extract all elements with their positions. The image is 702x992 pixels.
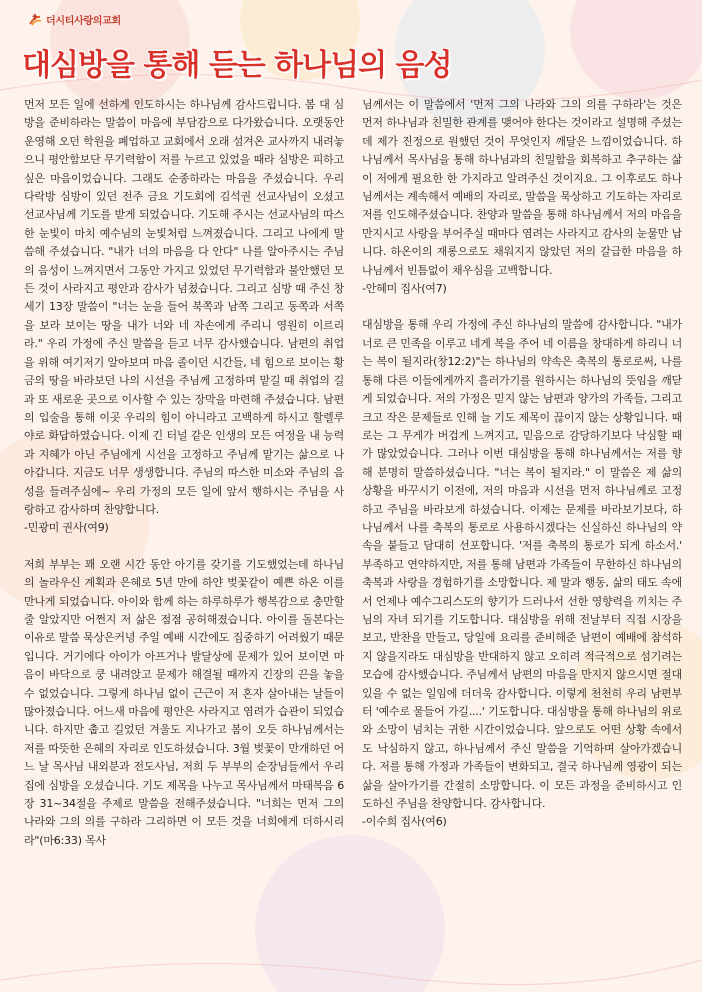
article-columns <box>24 96 682 980</box>
testimony-signature: -이수희 집사(여6) <box>362 815 447 829</box>
section-gap <box>362 298 682 316</box>
testimony-signature: -안혜미 집사(여7) <box>362 282 447 296</box>
church-logo <box>28 12 121 27</box>
section-gap <box>24 538 344 556</box>
testimony-text: 먼저 모든 일에 선하게 인도하시는 하나님께 감사드립니다. 봄 대 심방을 준비하라는 말씀이 마음에 부담감으로 다가왔습니다. 오랫동안 운영해 오던 학원을 폐업하고 교회에서 오래 섬겨온 교사까지 내려놓으니 평안함보단 무기력함이 저를 누르고 있었을 때라 심방은 피하고 싶은 마음이었습니다. 그래도 순종하라는 마음을 주셨습니다. 우리 다락방 심방이 있던 전주 금요 기도회에 김석권 선교사님이 오셨고 선교사님께 기도를 받게 되었습니다. 기도해 주시는 선교사님의 따스한 눈빛이 마치 예수님의 눈빛처럼 느껴졌습니다. 그리고 나에게 말씀해 주셨습니다. "내가 너의 마음을 다 안다" 나를 알아주시는 주님의 음성이 느껴지면서 그동안 가지고 있었던 무기력함과 불안했던 모든 것이 사라지고 평안과 감사가 넘쳤습니다. 그리고 심방 때 주신 창세기 13장 말씀이 "너는 눈을 들어 북쪽과 남쪽 그리고 동쪽과 서쪽을 보라 보이는 땅을 내가 너와 네 자손에게 주리니 영원히 이르리라." 우리 가정에 주신 말씀을 듣고 너무 감사했습니다. 남편의 취업을 위해 여기저기 알아보며 마음 졸이던 시간들, 네 힘으로 보이는 황금의 땅을 바라보던 나의 시선을 주님께 고정하며 맡길 때 취업의 길과 또 새로운 곳으로 이사할 수 있는 장막을 마련해 주셨습니다. 남편의 입술을 통해 이곳 우리의 힘이 아니라고 고백하게 하시고 할렐루야로 화답하였습니다. 이제 긴 터널 같은 인생의 모든 여정을 내 능력과 지혜가 아닌 주님에게 시선을 고정하고 주님께 맡기는 삶으로 나아갑니다. 지금도 너무 생생합니다. 주님의 따스한 미소와 주님의 음성을 들려주심에~ 우리 가정의 모든 일에 앞서 행하시는 주님을 사랑하고 감사하며 찬양합니다. <box>24 98 344 516</box>
testimony-text: 대심방을 통해 우리 가정에 주신 하나님의 말씀에 감사합니다. "내가 너로 큰 민족을 이루고 네게 복을 주어 네 이름을 창대하게 하리니 너는 복이 될지라(창12:2)"는 하나님의 약속은 축복의 통로로써, 나를 통해 다른 이들에게까지 흘러가기를 원하시는 하나님의 뜻임을 깨닫게 되었습니다. 저의 가정은 믿지 않는 남편과 양가의 가족들, 그리고 크고 작은 문제들로 인해 늘 기도 제목이 끊이지 않는 상황입니다. 때로는 그 무게가 버겁게 느껴지고, 믿음으로 감당하기보다 낙심할 때가 많았었습니다. 그러나 이번 대심방을 통해 하나님께서는 저를 향해 분명히 말씀하셨습니다. "너는 복이 될지라." 이 말씀은 제 삶의 상황을 바꾸시기 이전에, 저의 마음과 시선을 먼저 하나님께로 고정하고 주님을 바라보게 하셨습니다. 이제는 문제를 바라보기보다, 하나님께서 나를 축복의 통로로 사용하시겠다는 신실하신 하나님의 약속을 붙들고 담대히 선포합니다. '저를 축복의 통로가 되게 하소서.' 부족하고 연약하지만, 저를 통해 남편과 가족들이 무한하신 하나님의 축복과 사랑을 경험하기를 소망합니다. 제 말과 행동, 삶의 태도 속에서 언제나 예수그리스도의 향기가 드러나서 선한 영향력을 끼치는 주님의 자녀 되기를 기도합니다. 대심방을 위해 전날부터 직접 시장을 보고, 반찬을 만들고, 당일에 요리를 준비해준 남편이 예배에 참석하지 않을지라도 대심방을 반대하지 않고 오히려 적극적으로 섬기려는 모습에 감사했습니다. 주님께서 남편의 마음을 만지지 않으시면 절대 있을 수 없는 일임에 더더욱 감사합니다. 이렇게 천천히 우리 남편부터 '예수로 물들어 가길....' 기도합니다. 대심방을 통해 하나님의 위로와 소망이 넘치는 귀한 시간이었습니다. 앞으로도 어떤 상황 속에서도 낙심하지 않고, 하나님께서 주신 말씀을 기억하며 살아가겠습니다. 저를 통해 가정과 가족들이 변화되고, 결국 하나님께 영광이 되는 삶을 살아가기를 간절히 소망합니다. 이 모든 과정을 준비하시고 인도하신 주님을 찬양합니다. 감사합니다. <box>362 318 682 811</box>
testimony-text: 저희 부부는 꽤 오랜 시간 동안 아기를 갖기를 기도했었는데 하나님의 놀라우신 계획과 은혜로 5년 만에 하얀 벚꽃같이 예쁜 하온 이를 만나게 되었습니다. 아이와 함께 하는 하루하루가 행복감으로 충만할 줄 알았지만 어쩐지 저 삶은 점점 공허해졌습니다. 아이를 돌본다는 이유로 말씀 묵상은커녕 주일 예배 시간에도 집중하기 어려웠기 때문입니다. 거기에다 아이가 아프거나 발달상에 문제가 있어 보이면 마음이 바닥으로 쿵 내려앉고 문제가 해결될 때까지 긴장의 끈을 놓을 수 없었습니다. 그렇게 하나님 없이 근근이 저 혼자 살아내는 날들이 많아졌습니다. 어느새 마음에 평안은 사라지고 염려가 습관이 되었습니다. 하지만 춥고 길었던 겨울도 지나가고 봄이 오듯 하나님께서는 저를 따뜻한 은혜의 자리로 인도하셨습니다. 3월 벚꽃이 만개하던 어느 날 목사님 내외분과 전도사님, 저희 두 부부의 순장님들께서 우리 집에 심방을 오셨습니다. 기도 제목을 나누고 목사님께서 마태복음 6장 31~34절을 주제로 말씀을 전해주셨습니다. "너희는 먼저 그의 나라와 그의 의를 구하라 그리하면 이 모든 것을 너희에게 더하시리라"(마6:33) 목사 <box>24 557 344 847</box>
page-title: 대심방을 통해 듣는 하나님의 음성 <box>22 48 452 83</box>
left-column <box>24 96 344 980</box>
right-column <box>362 96 682 980</box>
church-name: 더시티사랑의교회 <box>46 16 121 27</box>
testimony-signature: -민광미 권사(여9) <box>24 521 109 535</box>
church-cross-logo-icon <box>28 13 42 27</box>
header <box>0 0 702 96</box>
testimony-text: 님께서는 이 말씀에서 '먼저 그의 나라와 그의 의를 구하라'는 것은 먼저 하나님과 친밀한 관계를 맺어야 한다는 것이라고 설명해 주셨는데 제가 진정으로 원했던 것이 무엇인지 깨달은 느낌이었습니다. 하나님께서 목사님을 통해 하나님과의 친밀함을 회복하고 추구하는 삶이 저에게 필요한 한 가지라고 알려주신 것이지요. 그 이후로도 하나님께서는 계속해서 예배의 자리로, 말씀을 묵상하고 기도하는 자리로 저를 인도해주셨습니다. 찬양과 말씀을 통해 하나님께서 저의 마음을 만지시고 사랑을 부어주실 때마다 염려는 사라지고 감사의 눈물만 납니다. 하온이의 재롱으로도 채워지지 않았던 저의 갈급한 마음을 하나님께서 빈틈없이 채우심을 고백합니다. <box>362 98 682 277</box>
